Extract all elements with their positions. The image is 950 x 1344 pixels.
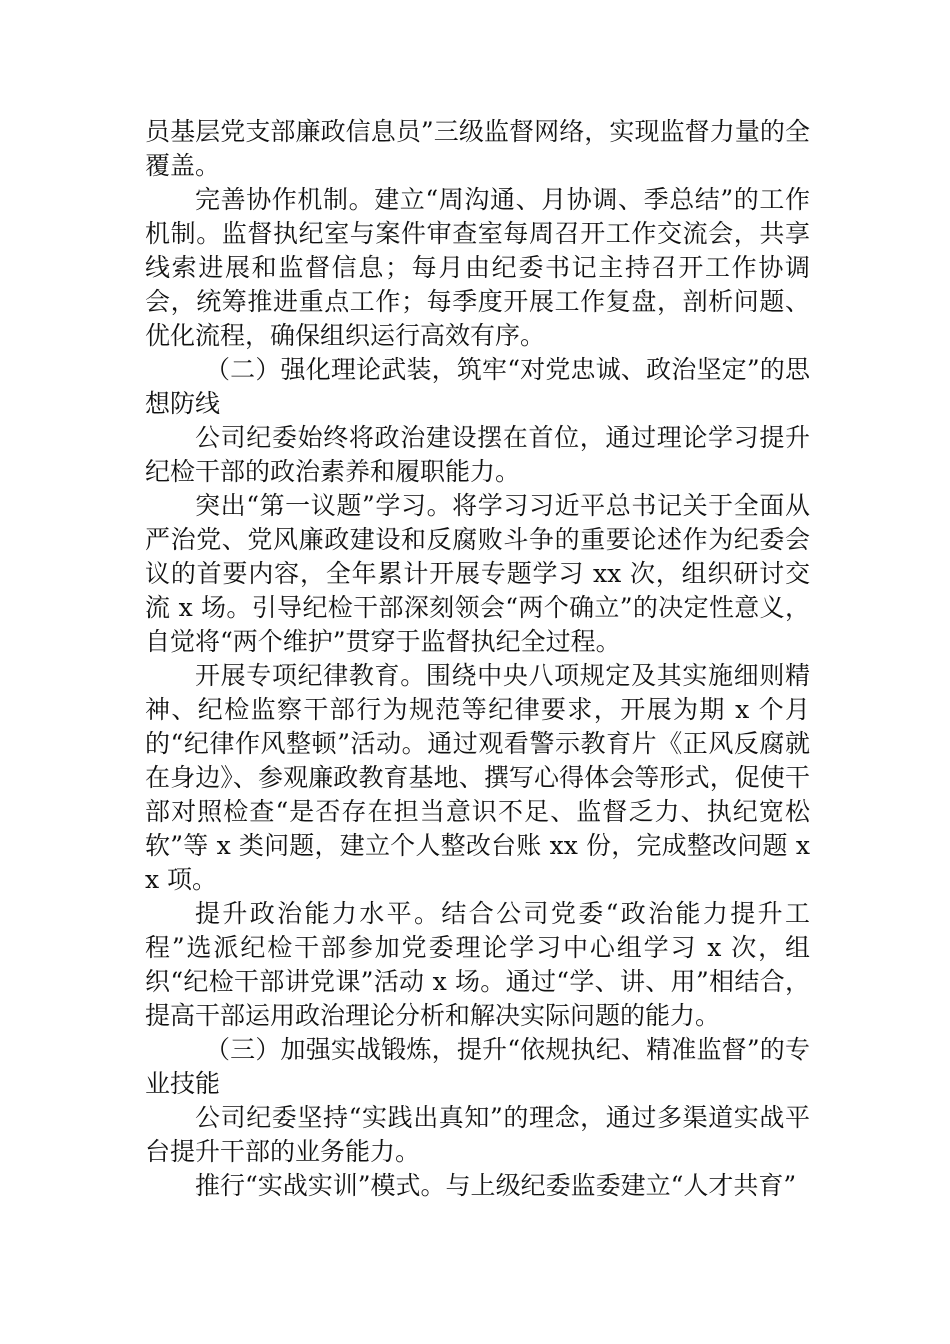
paragraph-discipline-education: 开展专项纪律教育。围绕中央八项规定及其实施细则精神、纪检监察干部行为规范等纪律要求，开展为期 x 个月的“纪律作风整顿”活动。通过观看警示教育片《正风反腐就在身边》、参观廉政教育基地、撰写心得体会等形式，促使干部对照检查“是否存在担当意识不足、监督乏力、执纪宽松软”等 x 类问题，建立个人整改台账 xx 份，完成整改问题 xx 项。 xyxy=(145,661,810,894)
paragraph-political-ability: 提升政治能力水平。结合公司党委“政治能力提升工程”选派纪检干部参加党委理论学习中心组学习 x 次，组织“纪检干部讲党课”活动 x 场。通过“学、讲、用”相结合，提高干部运用政治理论分析和解决实际问题的能力。 xyxy=(145,899,810,1030)
section-heading-3: （三）加强实战锻炼，提升“依规执纪、精准监督”的专业技能 xyxy=(145,1035,810,1098)
paragraph-supervision-network: 员基层党支部廉政信息员”三级监督网络，实现监督力量的全覆盖。 xyxy=(145,117,810,180)
paragraph-political-building: 公司纪委始终将政治建设摆在首位，通过理论学习提升纪检干部的政治素养和履职能力。 xyxy=(145,423,810,486)
paragraph-practical-training: 推行“实战实训”模式。与上级纪委监委建立“人才共育” xyxy=(195,1171,797,1200)
paragraph-first-topic-study: 突出“第一议题”学习。将学习习近平总书记关于全面从严治党、党风廉政建设和反腐败斗争的重要论述作为纪委会议的首要内容，全年累计开展专题学习 xx 次，组织研讨交流 x 场。引导纪检干部深刻领会“两个确立”的决定性意义，自觉将“两个维护”贯穿于监督执纪全过程。 xyxy=(145,491,810,656)
section-heading-2: （二）强化理论武装，筑牢“对党忠诚、政治坚定”的思想防线 xyxy=(145,355,810,418)
paragraph-practice-principle: 公司纪委坚持“实践出真知”的理念，通过多渠道实战平台提升干部的业务能力。 xyxy=(145,1103,810,1166)
document-body xyxy=(145,115,810,1203)
paragraph-cooperation-mechanism: 完善协作机制。建立“周沟通、月协调、季总结”的工作机制。监督执纪室与案件审查室每周召开工作交流会，共享线索进展和监督信息；每月由纪委书记主持召开工作协调会，统筹推进重点工作；每季度开展工作复盘，剖析问题、优化流程，确保组织运行高效有序。 xyxy=(145,185,810,350)
